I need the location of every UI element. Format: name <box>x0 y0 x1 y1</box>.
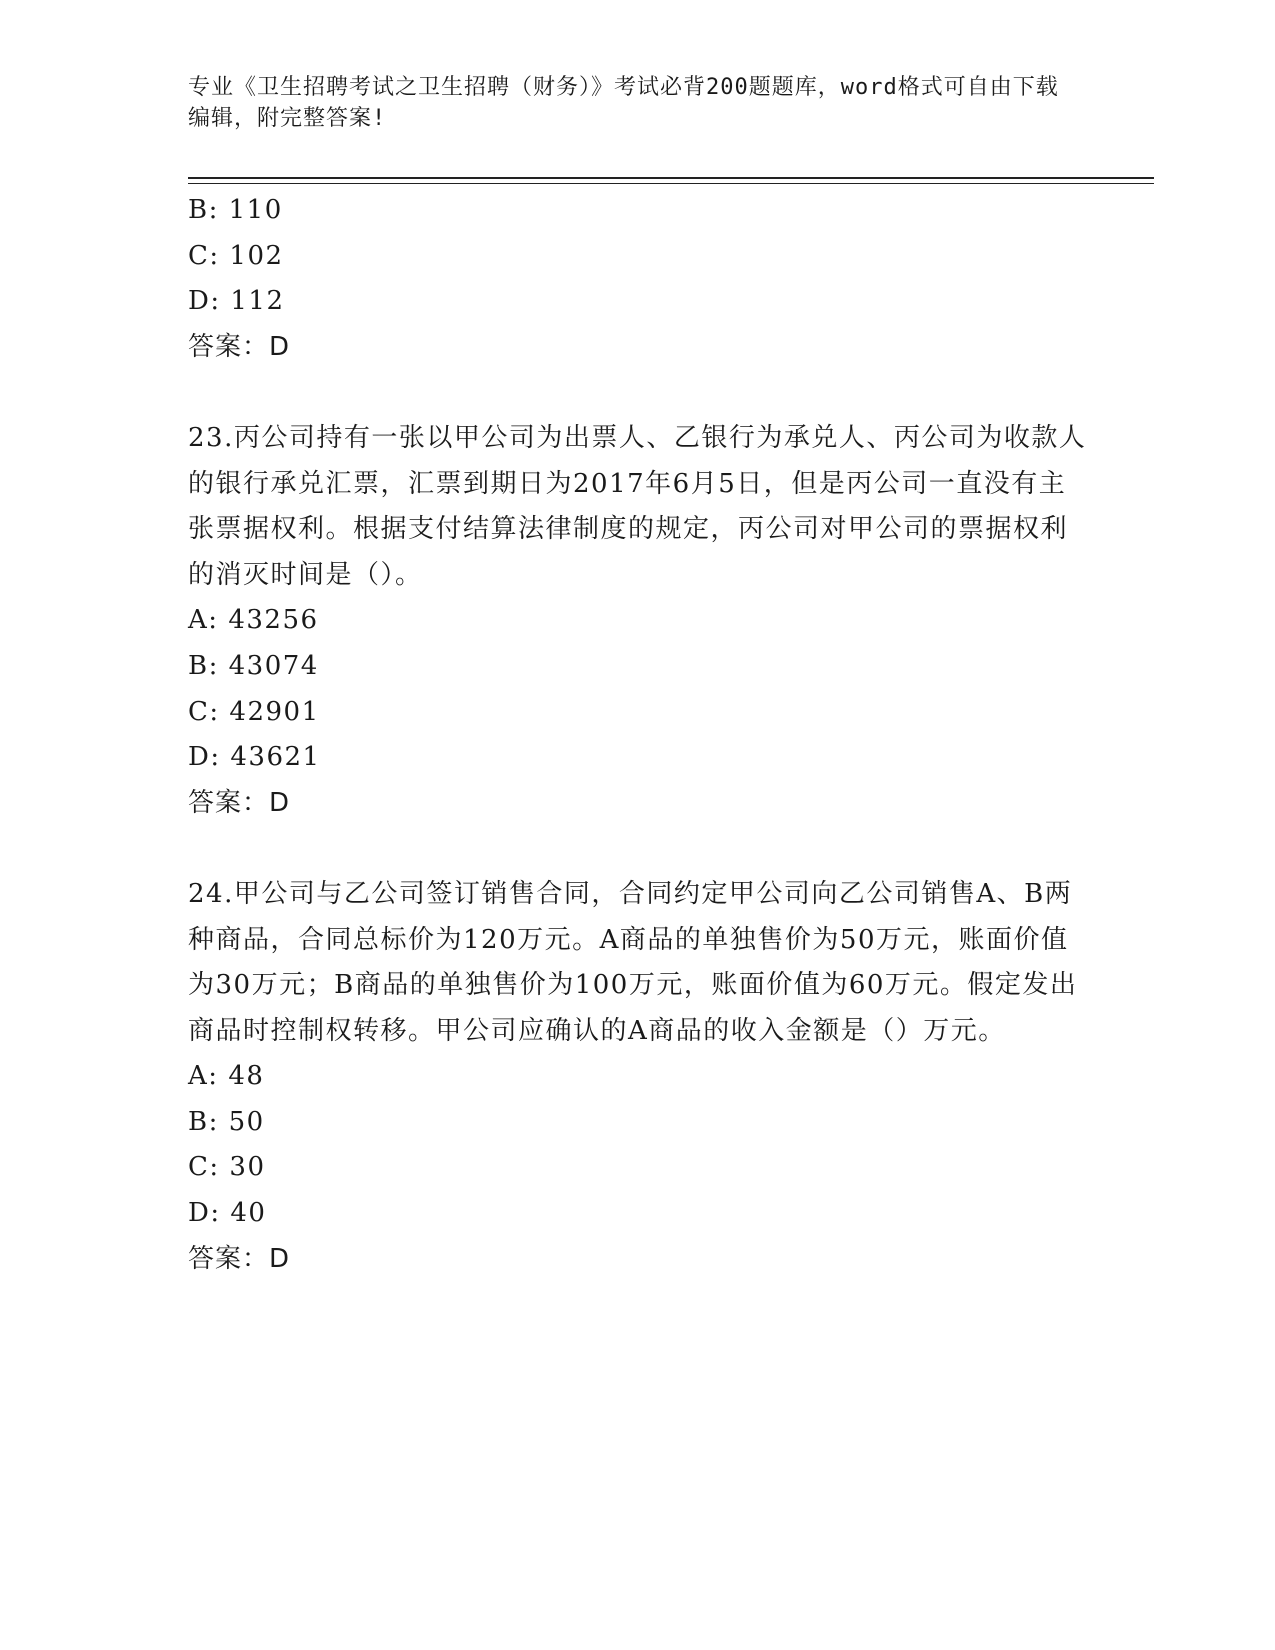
spacer <box>188 370 1088 416</box>
option-b <box>188 188 1088 234</box>
option-value: 43074 <box>228 650 319 681</box>
question-text: 24.甲公司与乙公司签订销售合同，合同约定甲公司向乙公司销售A、B两种商品，合同总标价为120万元。A商品的单独售价为50万元，账面价值为30万元；B商品的单独售价为100万元，账面价值为60万元。假定发出商品时控制权转移。甲公司应确认的A商品的收入金额是（）万元。 <box>188 878 1078 1046</box>
answer-line: 答案：D <box>188 787 291 818</box>
option-a <box>188 598 1088 644</box>
option-value: 43256 <box>228 605 319 636</box>
option-label: B: <box>188 650 219 681</box>
option-c <box>188 234 1088 280</box>
option-label: D: <box>188 1198 221 1229</box>
question-22-fragment <box>188 188 1088 370</box>
question-23 <box>188 416 1088 826</box>
header-divider-thick <box>188 177 1154 179</box>
option-value: 48 <box>228 1061 265 1092</box>
option-c <box>188 690 1088 736</box>
option-a <box>188 1054 1088 1100</box>
option-value: 43621 <box>230 742 321 773</box>
option-label: C: <box>188 696 220 727</box>
option-c <box>188 1145 1088 1191</box>
option-value: 30 <box>229 1152 266 1183</box>
option-label: B: <box>188 195 219 225</box>
question-text: 23.丙公司持有一张以甲公司为出票人、乙银行为承兑人、丙公司为收款人的银行承兑汇票，汇票到期日为2017年6月5日，但是丙公司一直没有主张票据权利。根据支付结算法律制度的规定，丙公司对甲公司的票据权利的消灭时间是（）。 <box>188 422 1087 590</box>
option-label: A: <box>188 1061 219 1092</box>
option-d <box>188 1191 1088 1237</box>
option-label: D: <box>188 742 221 773</box>
option-value: 42901 <box>229 696 320 727</box>
option-label: C: <box>188 1152 220 1183</box>
option-value: 50 <box>228 1106 265 1137</box>
option-value: 110 <box>228 195 283 225</box>
option-d <box>188 735 1088 781</box>
option-d <box>188 279 1088 325</box>
option-label: A: <box>188 605 219 636</box>
document-body <box>188 188 1088 1282</box>
option-b <box>188 1100 1088 1146</box>
document-header: 专业《卫生招聘考试之卫生招聘（财务）》考试必背200题题库，word格式可自由下载编辑，附完整答案! <box>188 75 1059 131</box>
option-label: C: <box>188 240 220 271</box>
spacer <box>188 826 1088 872</box>
option-label: B: <box>188 1106 219 1137</box>
answer-line: 答案：D <box>188 1243 291 1274</box>
option-value: 112 <box>230 286 285 317</box>
question-24 <box>188 872 1088 1282</box>
option-b <box>188 644 1088 690</box>
answer-line: 答案：D <box>188 331 291 362</box>
header-divider-thin <box>188 183 1154 184</box>
option-value: 102 <box>229 240 284 271</box>
option-value: 40 <box>230 1198 267 1229</box>
option-label: D: <box>188 286 221 317</box>
